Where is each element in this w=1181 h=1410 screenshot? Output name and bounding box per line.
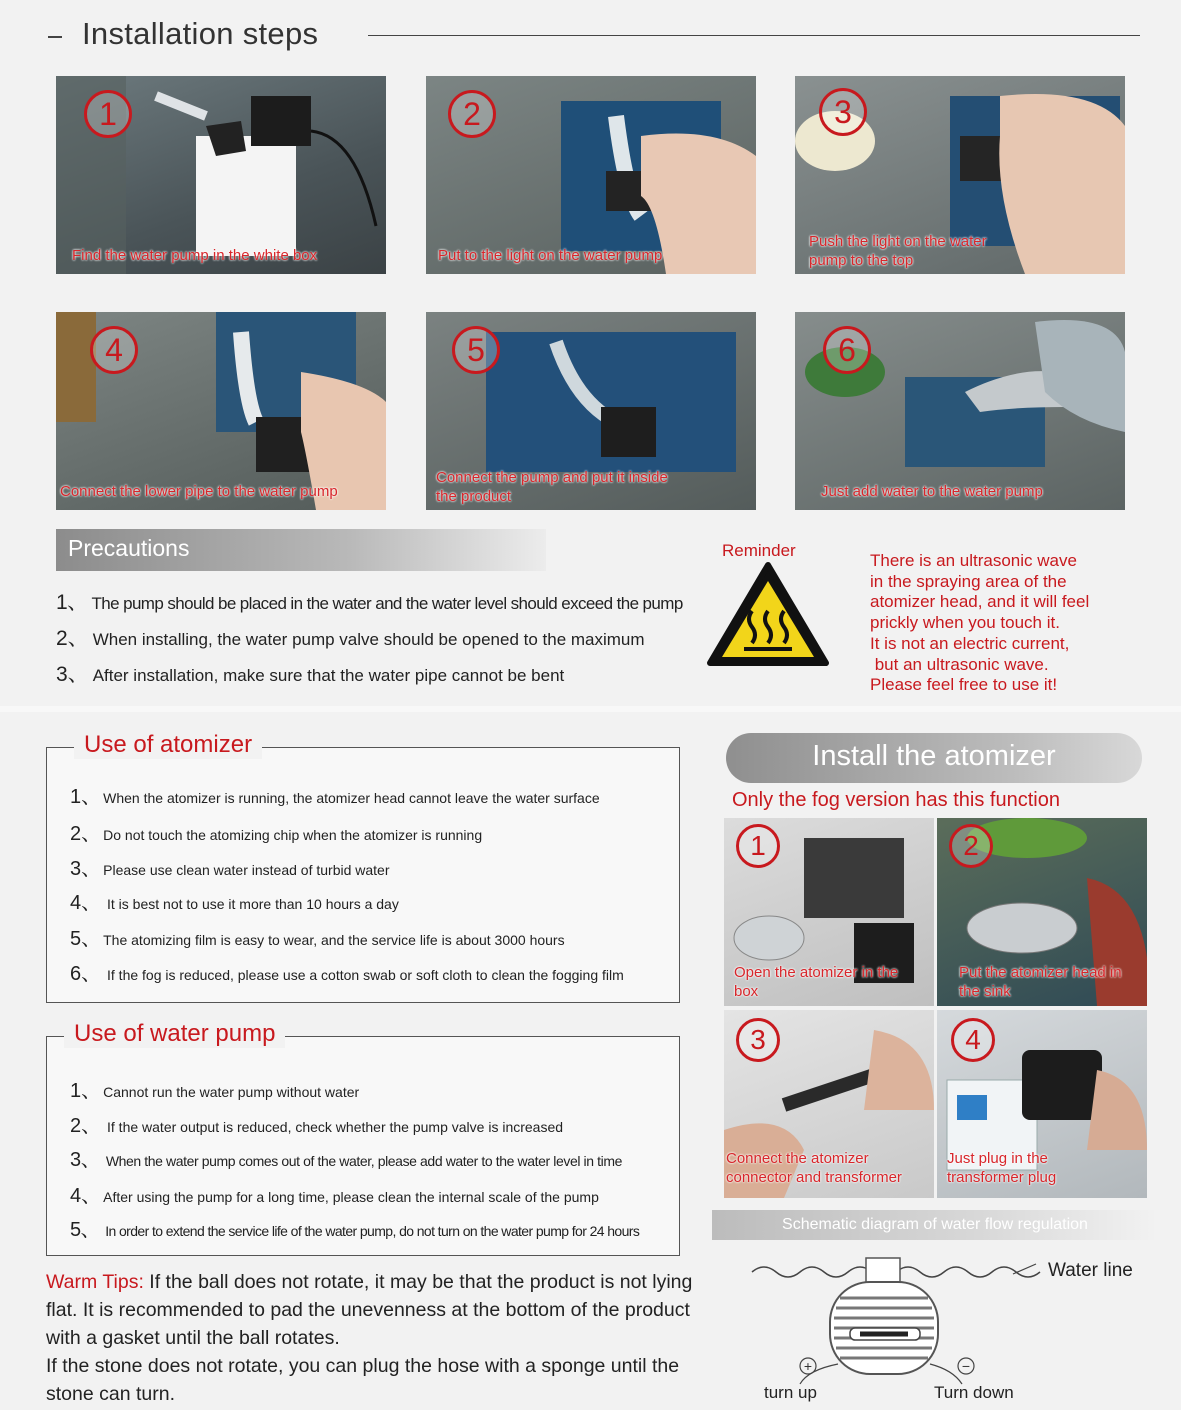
atomizer-use-num-1: 1、: [70, 786, 102, 808]
atomizer-step-number-4: 4: [951, 1018, 995, 1062]
atomizer-use-item-5: [70, 922, 565, 951]
step-number-4: 4: [90, 326, 138, 374]
pump-use-text-3: When the water pump comes out of the water, please add water to the water level in time: [102, 1153, 622, 1169]
precaution-text-2: When installing, the water pump valve should be opened to the maximum: [92, 630, 645, 649]
turn-down-label: Turn down: [934, 1383, 1014, 1402]
plus-sign: +: [803, 1358, 813, 1374]
warm-tips-label: Warm Tips:: [46, 1271, 144, 1293]
atomizer-use-num-2: 2、: [70, 823, 102, 845]
step-caption-1: Find the water pump in the white box: [72, 247, 318, 264]
atomizer-step-caption-3: Connect the atomizer connector and transformer: [726, 1150, 902, 1186]
atomizer-step-photo-1: [724, 818, 934, 1006]
atomizer-use-text-4: It is best not to use it more than 10 hours a day: [103, 896, 399, 912]
pump-use-num-3: 3、: [70, 1149, 101, 1171]
atomizer-use-text-5: The atomizing film is easy to wear, and the service life is about 3000 hours: [103, 932, 565, 948]
precaution-num-2: 2、: [56, 627, 89, 650]
pump-use-item-1: [70, 1074, 359, 1103]
step-number-5: 5: [452, 326, 500, 374]
step-caption-3: Push the light on the water pump to the top: [809, 233, 987, 269]
step-photo-3: [795, 76, 1125, 274]
page-title: Installation steps: [82, 16, 319, 51]
reminder-label: Reminder: [722, 541, 796, 560]
precaution-item-1: [56, 586, 683, 616]
warm-tips-text-1: If the ball does not rotate, it may be that the product is not lying flat. It is recommended to pad the unevenness at the bottom of the product with a gasket until the ball rotates.: [46, 1271, 693, 1349]
water-flow-diagram: [748, 1252, 1048, 1402]
turn-up-label: turn up: [764, 1383, 817, 1402]
pump-use-text-5: In order to extend the service life of the water pump, do not turn on the water pump for 24 hours: [101, 1223, 640, 1239]
atomizer-step-number-2: 2: [949, 824, 993, 868]
pump-use-item-4: [70, 1179, 599, 1208]
step-number-2: 2: [448, 90, 496, 138]
atomizer-use-num-4: 4、: [70, 892, 102, 914]
atomizer-use-item-6: [70, 957, 624, 986]
step-number-3: 3: [819, 88, 867, 136]
atomizer-use-num-3: 3、: [70, 858, 102, 880]
header-rule: [368, 35, 1140, 36]
atomizer-use-num-5: 5、: [70, 928, 102, 950]
pump-use-num-2: 2、: [70, 1115, 102, 1137]
pump-use-text-4: After using the pump for a long time, please clean the internal scale of the pump: [103, 1189, 599, 1205]
atomizer-step-caption-1: Open the atomizer in the box: [734, 964, 899, 1000]
atomizer-step-photo-2: [937, 818, 1147, 1006]
precaution-num-1: 1、: [56, 591, 88, 614]
step-photo-5: [426, 312, 756, 510]
atomizer-use-num-6: 6、: [70, 963, 102, 985]
pump-use-num-4: 4、: [70, 1185, 102, 1207]
install-atomizer-title: Install the atomizer: [812, 740, 1056, 772]
pump-use-title: Use of water pump: [64, 1020, 285, 1048]
section-divider: [0, 706, 1181, 712]
atomizer-use-text-2: Do not touch the atomizing chip when the atomizer is running: [103, 827, 483, 843]
pump-use-num-5: 5、: [70, 1219, 100, 1241]
step-photo-6: [795, 312, 1125, 510]
minus-sign: −: [961, 1358, 971, 1374]
step-caption-4: Connect the lower pipe to the water pump: [60, 483, 338, 500]
precaution-num-3: 3、: [56, 663, 89, 686]
atomizer-use-text-3: Please use clean water instead of turbid water: [103, 862, 390, 878]
warm-tips-text-2: If the stone does not rotate, you can plug the hose with a sponge until the stone can turn.: [46, 1355, 680, 1405]
reminder-line-2: in the spraying area of the: [870, 571, 1067, 591]
pump-icon: [800, 1258, 962, 1384]
pump-use-item-2: [70, 1109, 563, 1138]
atomizer-use-item-2: [70, 817, 482, 846]
atomizer-step-photo-4: [937, 1010, 1147, 1198]
step-number-6: 6: [823, 326, 871, 374]
atomizer-step-photo-3: [724, 1010, 934, 1198]
step-photo-1: [56, 76, 386, 274]
reminder-line-7: Please feel free to use it!: [870, 675, 1058, 695]
precaution-text-3: After installation, make sure that the water pipe cannot be bent: [92, 666, 565, 685]
atomizer-step-number-3: 3: [736, 1018, 780, 1062]
atomizer-use-text-1: When the atomizer is running, the atomizer head cannot leave the water surface: [103, 790, 600, 806]
atomizer-step-number-1: 1: [736, 824, 780, 868]
warm-tips: [46, 1268, 696, 1408]
pump-use-item-5: [70, 1213, 639, 1242]
header-dash: [48, 36, 62, 38]
water-line-pointer: [1013, 1264, 1036, 1274]
pump-use-text-1: Cannot run the water pump without water: [103, 1084, 360, 1100]
reminder-line-5: It is not an electric current,: [870, 633, 1070, 653]
pump-use-num-1: 1、: [70, 1080, 102, 1102]
atomizer-use-item-1: [70, 780, 600, 809]
hot-surface-warning-icon: [706, 561, 830, 667]
reminder-line-3: atomizer head, and it will feel: [870, 592, 1090, 612]
step-photo-4: [56, 312, 386, 510]
atomizer-step-caption-4: Just plug in the transformer plug: [947, 1150, 1057, 1186]
atomizer-use-item-4: [70, 886, 399, 915]
step-caption-5: Connect the pump and put it inside the product: [436, 469, 668, 505]
precaution-text-1: The pump should be placed in the water and the water level should exceed the pump: [91, 594, 683, 613]
pump-use-item-3: [70, 1143, 622, 1172]
step-photo-2: [426, 76, 756, 274]
reminder-line-4: prickly when you touch it.: [870, 613, 1060, 633]
reminder-line-1: There is an ultrasonic wave: [870, 551, 1077, 570]
pump-use-text-2: If the water output is reduced, check whether the pump valve is increased: [103, 1119, 564, 1135]
atomizer-use-item-3: [70, 852, 390, 881]
atomizer-use-text-6: If the fog is reduced, please use a cotton swab or soft cloth to clean the fogging film: [103, 967, 624, 983]
precaution-item-3: [56, 658, 564, 688]
precaution-item-2: [56, 622, 645, 652]
warm-tips-paragraph-1: [46, 1268, 696, 1352]
reminder-text: [870, 551, 1160, 696]
water-line-label: Water line: [1048, 1260, 1133, 1281]
precautions-title: Precautions: [68, 535, 190, 561]
reminder-line-6: but an ultrasonic wave.: [870, 654, 1049, 674]
schematic-title: Schematic diagram of water flow regulation: [782, 1216, 1088, 1233]
step-number-1: 1: [84, 90, 132, 138]
fog-version-note: Only the fog version has this function: [732, 789, 1060, 811]
atomizer-step-caption-2: Put the atomizer head in the sink: [959, 964, 1122, 1000]
step-caption-2: Put to the light on the water pump: [438, 247, 663, 264]
step-caption-6: Just add water to the water pump: [821, 483, 1043, 500]
atomizer-use-title: Use of atomizer: [74, 731, 262, 759]
